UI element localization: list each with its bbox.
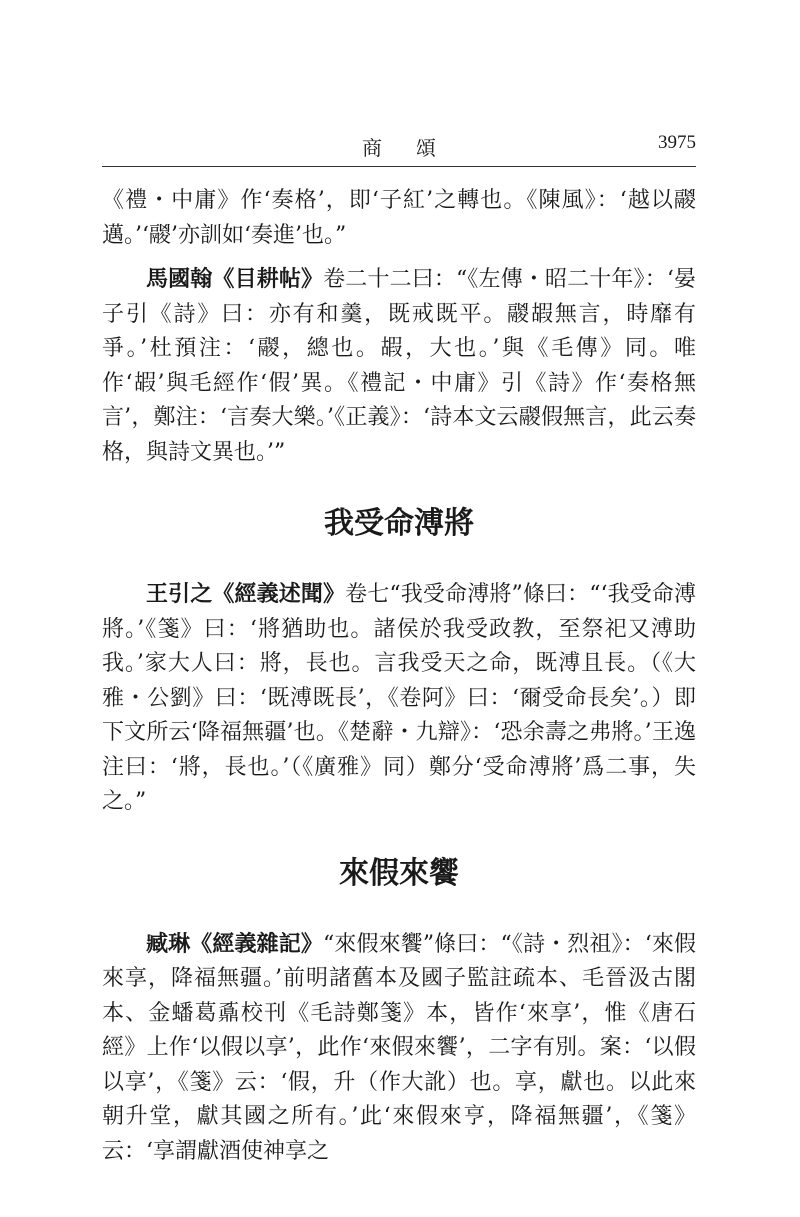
paragraph-lead: 馬國翰《目耕帖》 — [146, 267, 324, 292]
paragraph-text: 卷七“我受命溥將”條曰：“‘我受命溥將。’《箋》曰：‘將猶助也。諸侯於我受政教，至祭祀又溥助我。’家大人曰：將，長也。言我受天之命，既溥且長。（《大雅・公劉》曰：‘既溥既長’，《卷阿》曰：‘爾受命長矣’。）即下文所云‘降福無疆’也。《楚辭・九辯》：‘恐余壽之弗將。’王逸注曰：‘將，長也。’（《廣雅》同）鄭分‘受命溥將’爲二事，失之。” — [102, 582, 696, 814]
paragraph-lead: 王引之《經義述聞》 — [146, 582, 346, 607]
paragraph-text: 《禮・中庸》作‘奏格’，即‘子紅’之轉也。《陳風》：‘越以鬷邁。’‘鬷’亦訓如‘奏進’也。” — [102, 188, 696, 248]
paragraph-2 — [102, 263, 696, 470]
paragraph-text: “來假來饗”條曰：“《詩・烈祖》：‘來假來享，降福無疆。’前明諸舊本及國子監註疏本、毛晉汲古閣本、金蟠葛鼒校刊《毛詩鄭箋》本，皆作‘來享’，惟《唐石經》上作‘以假以享’，此作‘來假來饗’，二字有別。案：‘以假以享’，《箋》云：‘假，升（作大訛）也。享，獻也。以此來朝升堂，獻其國之所有。’此‘來假來亨，降福無疆’，《箋》云：‘享謂獻酒使神享之 — [102, 931, 696, 1164]
paragraph-3 — [102, 578, 696, 820]
section-title-1: 我受命溥將 — [324, 506, 474, 541]
running-title: 商頌 — [362, 136, 470, 160]
paragraph-1 — [102, 184, 696, 253]
paragraph-4 — [102, 928, 696, 1170]
page-number: 3975 — [658, 132, 696, 153]
paragraph-text: 卷二十二曰：“《左傳・昭二十年》：‘晏子引《詩》曰：亦有和羹，既戒既平。鬷嘏無言，時靡有爭。’杜預注：‘鬷，總也。嘏，大也。’與《毛傳》同。唯作‘嘏’與毛經作‘假’異。《禮記・中庸》引《詩》作‘奏格無言’，鄭注：‘言奏大樂。’《正義》：‘詩本文云鬷假無言，此云奏格，與詩文異也。’” — [102, 267, 696, 465]
paragraph-lead: 臧琳《經義雜記》 — [146, 931, 323, 957]
header-rule — [102, 166, 696, 167]
page-body — [102, 184, 696, 1179]
running-header — [102, 132, 696, 160]
section-title-2: 來假來饗 — [339, 855, 459, 891]
